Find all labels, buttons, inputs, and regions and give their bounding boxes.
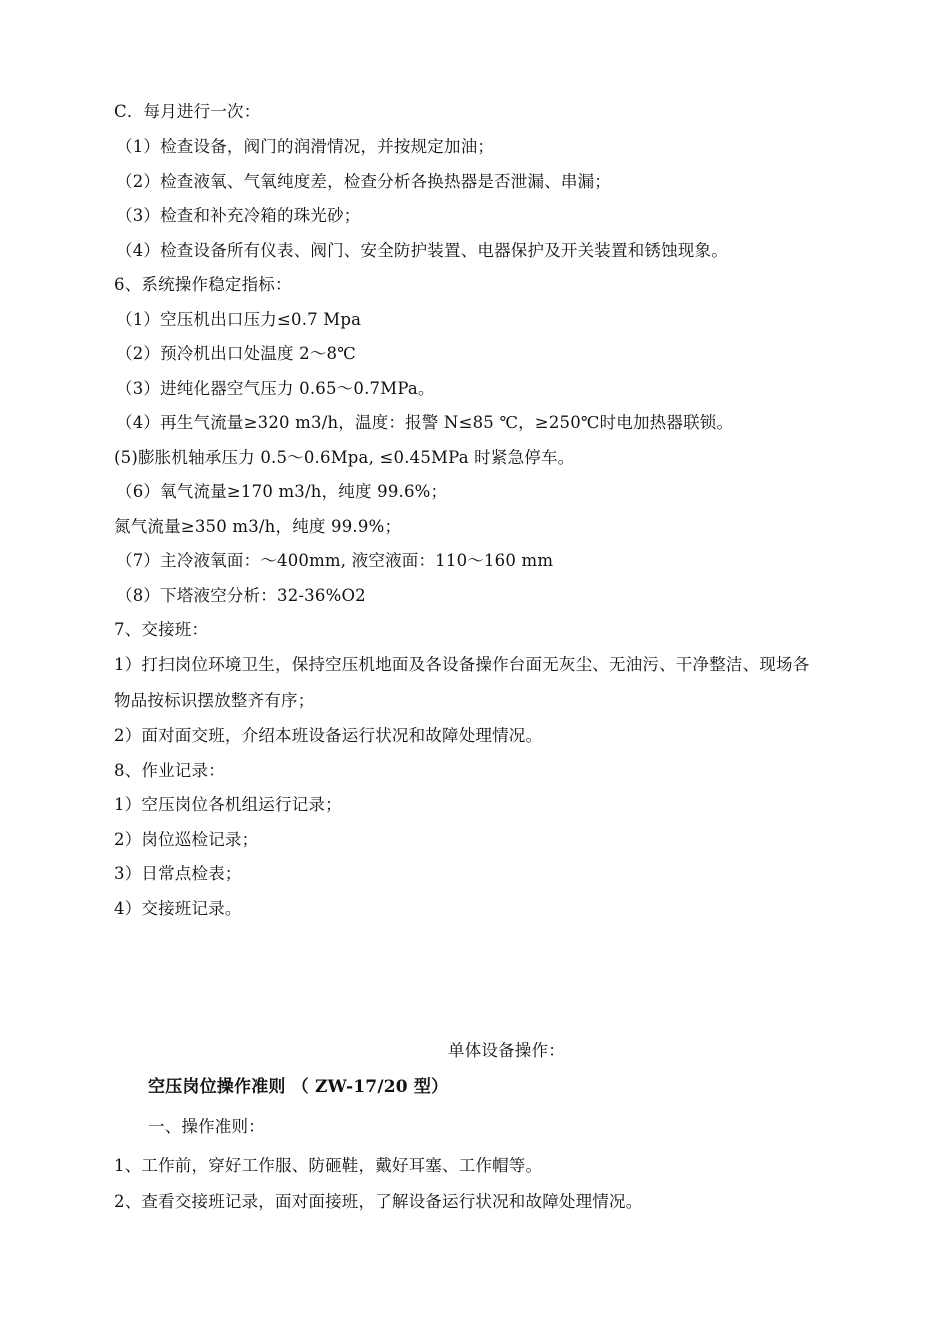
- text-line: 3）日常点检表；: [114, 864, 242, 883]
- text-line: 8、作业记录：: [114, 761, 225, 780]
- section-title: 空压岗位操作准则 （ ZW-17/20 型）: [148, 1077, 449, 1097]
- section-heading: 单体设备操作：: [448, 1041, 565, 1060]
- text-line: 物品按标识摆放整齐有序；: [114, 691, 315, 710]
- text-line: （8）下塔液空分析：32-36%O2: [116, 586, 366, 605]
- text-line: 7、交接班：: [114, 620, 209, 639]
- section-subheading: 一、操作准则：: [148, 1117, 265, 1136]
- text-line: （4）检查设备所有仪表、阀门、安全防护装置、电器保护及开关装置和锈蚀现象。: [116, 241, 728, 260]
- text-line: （1）检查设备，阀门的润滑情况，并按规定加油；: [116, 137, 495, 156]
- text-line: （4）再生气流量≥320 m3/h，温度：报警 N≤85 ℃，≥250℃时电加热器联锁。: [116, 413, 734, 432]
- text-line: 氮气流量≥350 m3/h，纯度 99.9%；: [114, 517, 402, 536]
- text-line: 4）交接班记录。: [114, 899, 242, 918]
- text-line: 2）面对面交班，介绍本班设备运行状况和故障处理情况。: [114, 726, 543, 745]
- text-line: （3）检查和补充冷箱的珠光砂；: [116, 206, 361, 225]
- text-line: （2）检查液氧、气氧纯度差，检查分析各换热器是否泄漏、串漏；: [116, 172, 611, 191]
- section-item: 2、查看交接班记录，面对面接班，了解设备运行状况和故障处理情况。: [114, 1192, 643, 1211]
- section-item: 1、工作前，穿好工作服、防砸鞋，戴好耳塞、工作帽等。: [114, 1156, 543, 1175]
- text-line: （3）进纯化器空气压力 0.65～0.7MPa。: [116, 379, 435, 398]
- text-line: （6）氧气流量≥170 m3/h，纯度 99.6%；: [116, 482, 448, 501]
- text-line: （7）主冷液氧面：～400mm, 液空液面：110～160 mm: [116, 551, 554, 570]
- text-line: 1）空压岗位各机组运行记录；: [114, 795, 342, 814]
- text-line: C．每月进行一次：: [114, 102, 261, 121]
- text-line: 2）岗位巡检记录；: [114, 830, 259, 849]
- text-line: （2）预冷机出口处温度 2～8℃: [116, 344, 356, 363]
- text-line: （1）空压机出口压力≤0.7 Mpa: [116, 310, 362, 329]
- text-line: 1）打扫岗位环境卫生，保持空压机地面及各设备操作台面无灰尘、无油污、干净整洁、现场各: [114, 655, 810, 674]
- text-line: 6、系统操作稳定指标：: [114, 275, 292, 294]
- text-line: (5)膨胀机轴承压力 0.5～0.6Mpa, ≤0.45MPa 时紧急停车。: [114, 448, 575, 467]
